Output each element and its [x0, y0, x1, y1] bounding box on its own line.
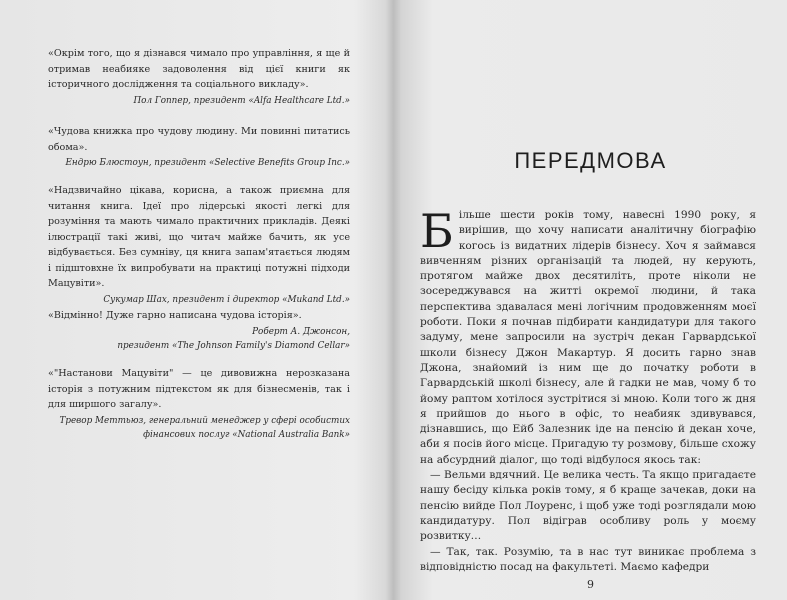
paragraph-2: — Вельми вдячний. Це велика честь. Та якщо пригадаєте нашу бесіду кілька років тому, я б краще зачекав, доки на пенсію вийде Пол Лоуренс, і щоб уже тоді розглядали мою кандидатуру. Пол відіграв особливу роль у моєму розвитку…: [420, 469, 756, 543]
paragraph-1: [420, 204, 756, 468]
quote-attribution: Ендрю Блюстоун, президент «Selective Benefits Group Inc.»: [65, 158, 350, 168]
left-page: [0, 0, 392, 600]
quote-text: «Чудова книжка про чудову людину. Ми повинні питатись обома».: [48, 126, 350, 153]
quote-attribution: Сукумар Шах, президент і директор «Mukand Ltd.»: [103, 294, 350, 305]
quote-3: [48, 183, 350, 307]
quote-1: [48, 46, 350, 108]
quote-text: «"Настанови Мацувіти" — це дивовижна нерозказана історія з потужним підтекстом як для бізнесменів, так і для ширшого загалу».: [48, 368, 350, 410]
drop-cap: Б: [420, 204, 454, 258]
quote-2: [48, 124, 350, 170]
paragraph-1-text: ільше шести років тому, навесні 1990 року, я вирішив, що хочу написати аналітичну біографію когось із видатних лідерів бізнесу. Хоч я займався вивченням різних організацій та людей, ну керують, протягом майже двох десятиліть, проте ніколи не зосереджувався на житті окремої людини, й така перспектива здавалася мені логічним продовженням моєї роботи. Поки я почнав підбирати кандидатури для такого задуму, мене запросили на зустріч декан Гарвардської школи бізнесу Джон Макартур. Я досить гарно знав Джона, знайомий із ним ще до початку роботи в Гарвардській школі бізнесу, але й гадки не мав, чому б то йому раптом хотілося зустрітися зі мною. Коли того ж дня я прийшов до нього в офіс, то неабияк здивувався, дізнавшись, що Ейб Залезник іде на пенсію й декан хоче, аби я посів його місце. Пригадую ту розмову, більше схожу на абсурдний діалог, що тоді відбулося якось так:: [420, 209, 756, 466]
body-text: [420, 204, 756, 575]
quote-attribution-name: Роберт А. Джонсон,: [252, 326, 350, 337]
page-number: 9: [587, 578, 594, 591]
quote-text: «Відмінно! Дуже гарно написана чудова історія».: [48, 310, 302, 321]
right-page: [394, 0, 787, 600]
paragraph-3: — Так, так. Розумію, та в нас тут виникає проблема з відповідністю посад на факультеті. Маємо кафедри: [420, 545, 756, 573]
quote-4: [48, 308, 350, 353]
quote-attribution-name: Тревор Меттьюз, генеральний менеджер у сфері особистих: [59, 415, 350, 426]
quote-5: [48, 366, 350, 442]
quote-attribution: Пол Гоппер, президент «Alfa Healthcare Ltd.»: [133, 95, 350, 106]
quote-attribution-title: президент «The Johnson Family's Diamond Cellar»: [117, 340, 350, 351]
chapter-title: ПЕРЕДМОВА: [514, 148, 667, 173]
quote-text: «Надзвичайно цікава, корисна, а також приємна для читання книга. Ідеї про лідерські якості легкі для розуміння та мають чимало практичних прикладів. Деякі ілюстрації такі живі, що читач майже бачить, як усе відбувається. Без сумніву, ця книга запам'ятається людям і підштовхне їх випробувати на практиці потужні підходи Мацувіти».: [48, 185, 350, 289]
quote-text: «Окрім того, що я дізнався чимало про управління, я ще й отримав неабияке задоволення від цієї книги як історичного дослідження та соціального викладу».: [48, 48, 350, 90]
quote-attribution-title: фінансових послуг «National Australia Bank»: [143, 429, 350, 440]
